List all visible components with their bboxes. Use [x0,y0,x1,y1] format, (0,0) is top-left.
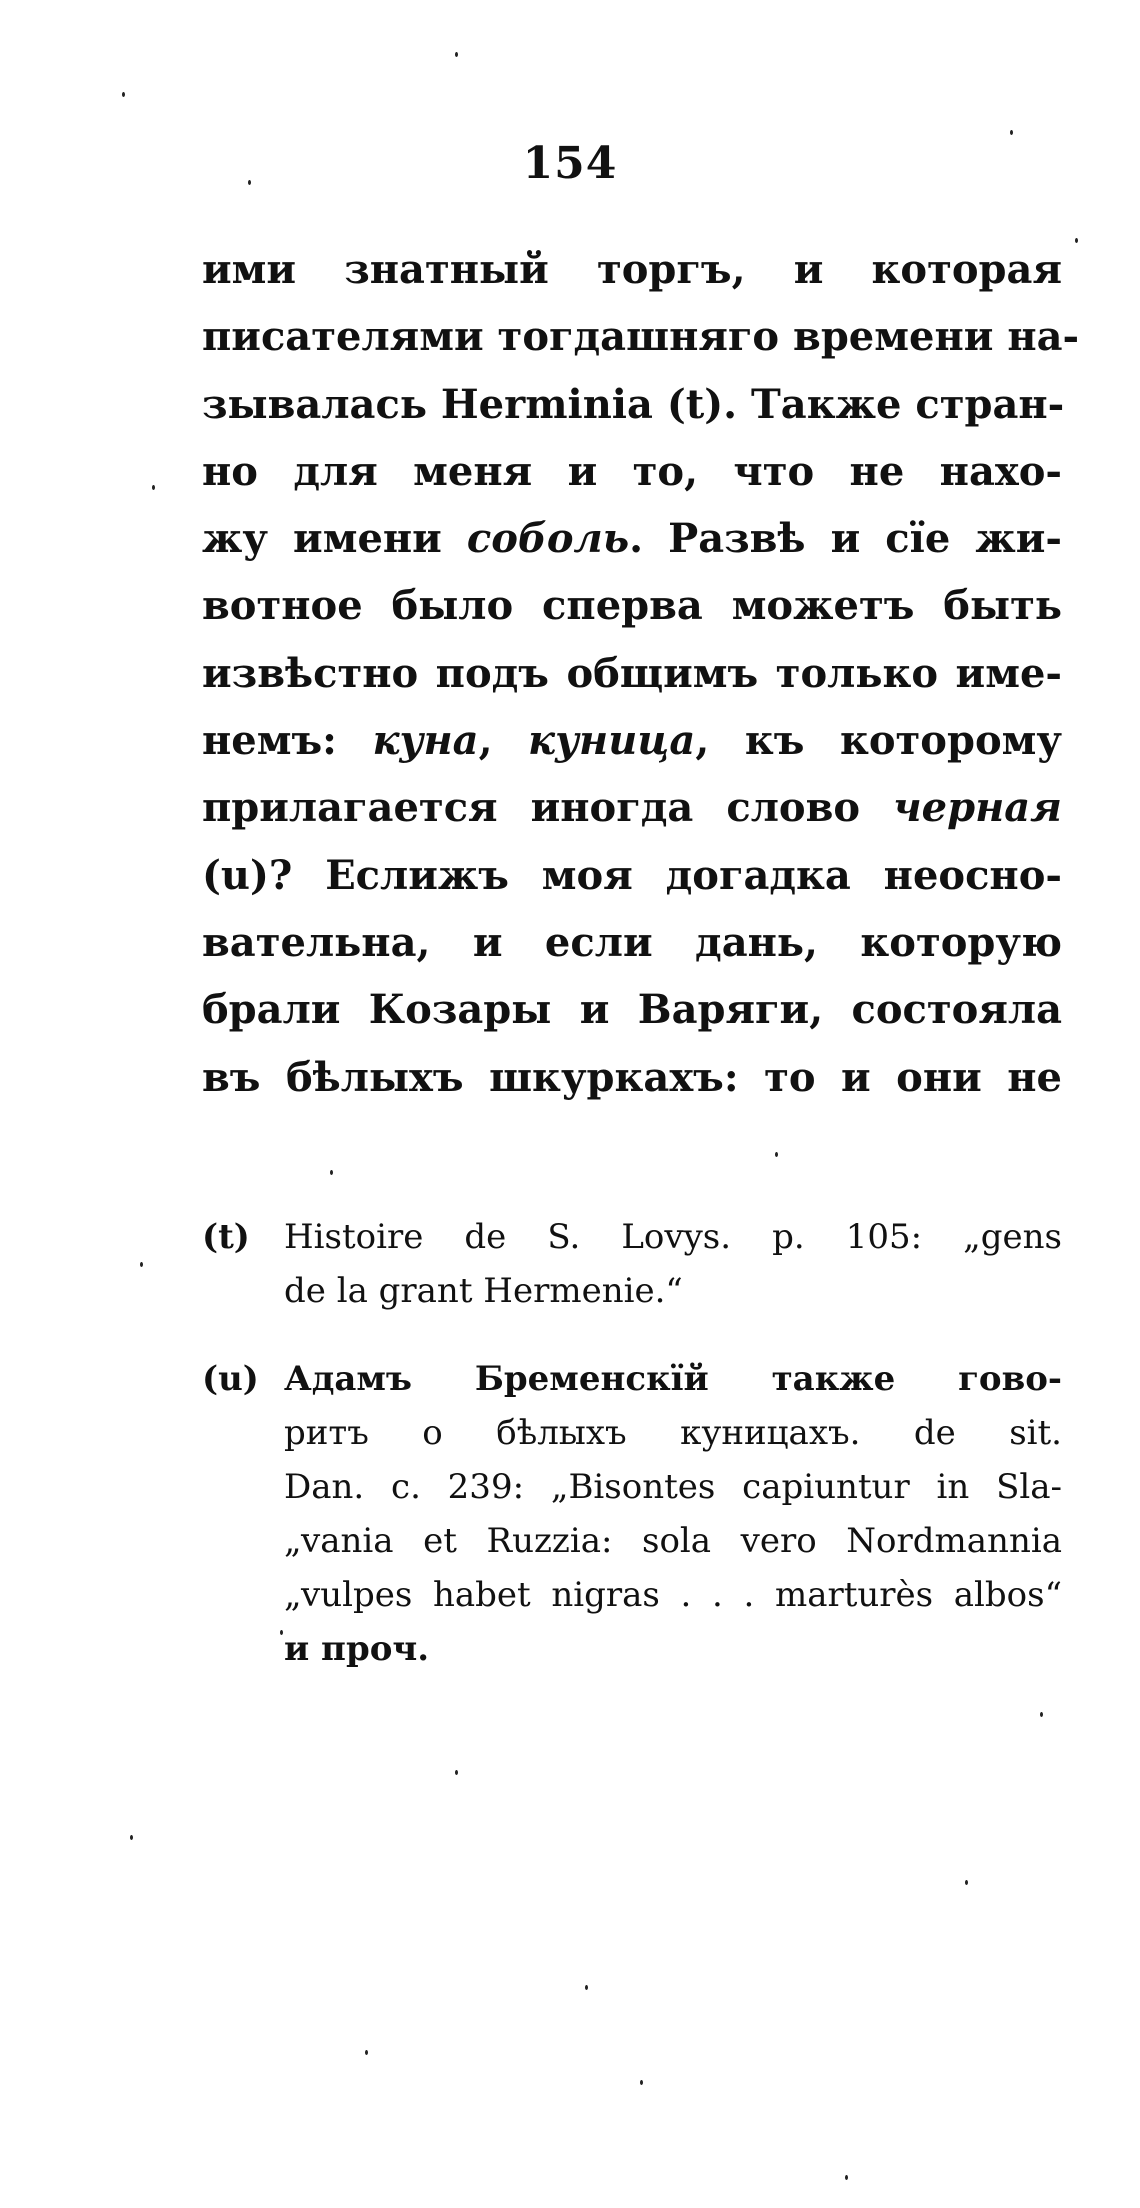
text-line: вотное было сперва можетъ быть [202,582,1062,630]
speck [152,485,155,490]
speck [455,1770,458,1775]
text-run: прилагается иногда слово [202,784,894,832]
text-run: , къ которому [695,717,1062,765]
text-line [202,505,1062,572]
footnote-line: и проч. [284,1629,430,1669]
speck [140,1262,143,1267]
page-number: 154 [522,138,618,189]
text-line [202,707,1062,774]
footnote-marker: (t) [202,1217,250,1257]
footnote-line: „vulpes habet nigras . . . marturès albos“ [284,1575,1062,1615]
speck [1075,238,1078,243]
speck [845,2175,848,2180]
text-line: извѣстно подъ общимъ только име- [202,649,1062,697]
text-line: (u)? Еслижъ моя догадка неосно- [202,851,1062,899]
text-line: въ бѣлыхъ шкуркахъ: то и они не [202,1053,1062,1101]
text-line [202,774,1062,841]
footnote-line: Dan. c. 239: „Bisontes capiuntur in Sla- [284,1467,1062,1507]
speck [775,1152,778,1157]
footnote-body [284,1210,1062,1318]
speck [455,52,458,57]
speck [248,180,251,185]
text-run: жу имени [202,515,467,563]
speck [1040,1712,1043,1717]
speck [640,2080,643,2085]
speck [122,92,125,97]
italic-word: черная [893,784,1062,832]
footnote-line: de la grant Hermenie.“ [284,1271,683,1311]
text-line: но для меня и то, что не нахо- [202,447,1062,495]
italic-word: куница [528,717,696,765]
speck [585,1985,588,1990]
footnote-body [284,1352,1062,1676]
text-run: немъ: [202,717,373,765]
text-line: зывалась Herminia (t). Также стран- [202,380,1065,428]
italic-word: куна [372,717,479,765]
text-run: , [478,717,529,765]
footnote-line: Histoire de S. Lovys. p. 105: „gens [284,1217,1062,1257]
text-line: вательна, и если дань, которую [202,918,1062,966]
text-line: ими знатный торгъ, и которая [202,246,1062,293]
footnote-line: Адамъ Бременскїй также гово- [284,1359,1062,1399]
speck [365,2050,368,2055]
footnote-line: „vania et Ruzzia: sola vero Nordmannia [284,1521,1062,1561]
speck [130,1835,133,1840]
text-line: брали Козары и Варяги, состояла [202,986,1062,1034]
footnote-line: ритъ о бѣлыхъ куницахъ. de sit. [284,1413,1062,1453]
footnote-t [202,1210,1062,1318]
text-run: . Развѣ и сїе жи- [629,515,1063,563]
speck [330,1170,333,1175]
footnotes [202,1210,1062,1710]
speck [1010,130,1013,135]
italic-word: соболь [466,515,630,563]
footnote-marker: (u) [202,1359,259,1399]
main-text [202,236,1080,1111]
speck [280,1630,283,1635]
speck [965,1880,968,1885]
text-line: писателями тогдашняго времени на- [202,313,1080,361]
footnote-u [202,1352,1062,1676]
